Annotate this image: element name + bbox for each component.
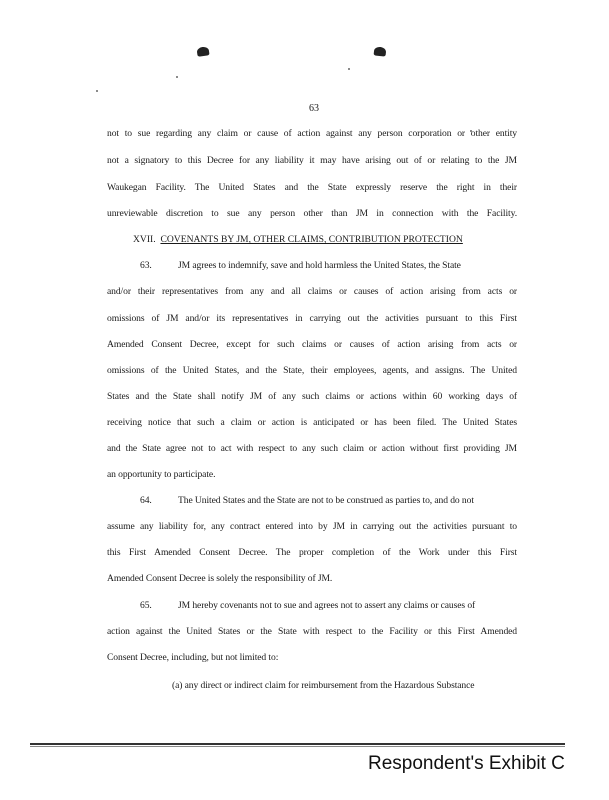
scan-speck <box>96 90 98 92</box>
body-line: receiving notice that such a claim or action is anticipated or has been filed. The United States <box>107 417 517 428</box>
punch-hole-mark-left <box>196 46 209 57</box>
paragraph-number: 65. <box>140 600 152 611</box>
paragraph-number: 63. <box>140 260 152 271</box>
paragraph-text: JM agrees to indemnify, save and hold harmless the United States, the State <box>178 260 461 271</box>
body-line: omissions of the United States, and the State, their employees, agents, and assigns. The United <box>107 365 517 376</box>
body-line: action against the United States or the State with respect to the Facility or this First Amended <box>107 626 517 637</box>
page-number: 63 <box>309 103 319 114</box>
paragraph-63-first-line <box>140 260 517 272</box>
scan-speck <box>348 68 350 70</box>
body-line: Waukegan Facility. The United States and the State expressly reserve the right in their <box>107 182 517 193</box>
section-heading <box>133 234 463 245</box>
body-line: and/or their representatives from any and all claims or causes of action arising from acts or <box>107 286 517 297</box>
body-line: assume any liability for, any contract entered into by JM in carrying out the activities pursuant to <box>107 521 517 532</box>
body-line: Consent Decree, including, but not limited to: <box>107 652 279 663</box>
section-title: COVENANTS BY JM, OTHER CLAIMS, CONTRIBUTION PROTECTION <box>160 234 463 245</box>
paragraph-64-first-line <box>140 495 517 507</box>
section-number: XVII. <box>133 234 156 245</box>
scan-speck <box>176 76 178 78</box>
punch-hole-mark-right <box>374 46 387 56</box>
body-line: Amended Consent Decree is solely the responsibility of JM. <box>107 573 333 584</box>
body-line: not a signatory to this Decree for any liability it may have arising out of or relating to the JM <box>107 155 517 166</box>
body-line: Amended Consent Decree, except for such claims or causes of action arising from acts or <box>107 339 517 350</box>
body-line: not to sue regarding any claim or cause of action against any person corporation or other entity <box>107 128 517 139</box>
body-line: States and the State shall notify JM of any such claims or actions within 60 working days of <box>107 391 517 402</box>
paragraph-text: The United States and the State are not to be construed as parties to, and do not <box>178 495 474 506</box>
body-line: this First Amended Consent Decree. The proper completion of the Work under this First <box>107 547 517 558</box>
paragraph-text: JM hereby covenants not to sue and agrees not to assert any claims or causes of <box>178 600 476 611</box>
paragraph-number: 64. <box>140 495 152 506</box>
footer-rule <box>30 743 565 745</box>
body-line: unreviewable discretion to sue any person other than JM in connection with the Facility. <box>107 208 517 219</box>
body-line: an opportunity to participate. <box>107 469 216 480</box>
body-line: omissions of JM and/or its representatives in carrying out the activities pursuant to this First <box>107 313 517 324</box>
body-line: and the State agree not to act with respect to any such claim or action without first providing JM <box>107 443 517 454</box>
subitem-a: (a) any direct or indirect claim for reimbursement from the Hazardous Substance <box>172 680 475 691</box>
paragraph-65-first-line <box>140 600 517 612</box>
exhibit-label: Respondent's Exhibit C <box>368 753 565 774</box>
footer-rule-shadow <box>30 746 565 747</box>
